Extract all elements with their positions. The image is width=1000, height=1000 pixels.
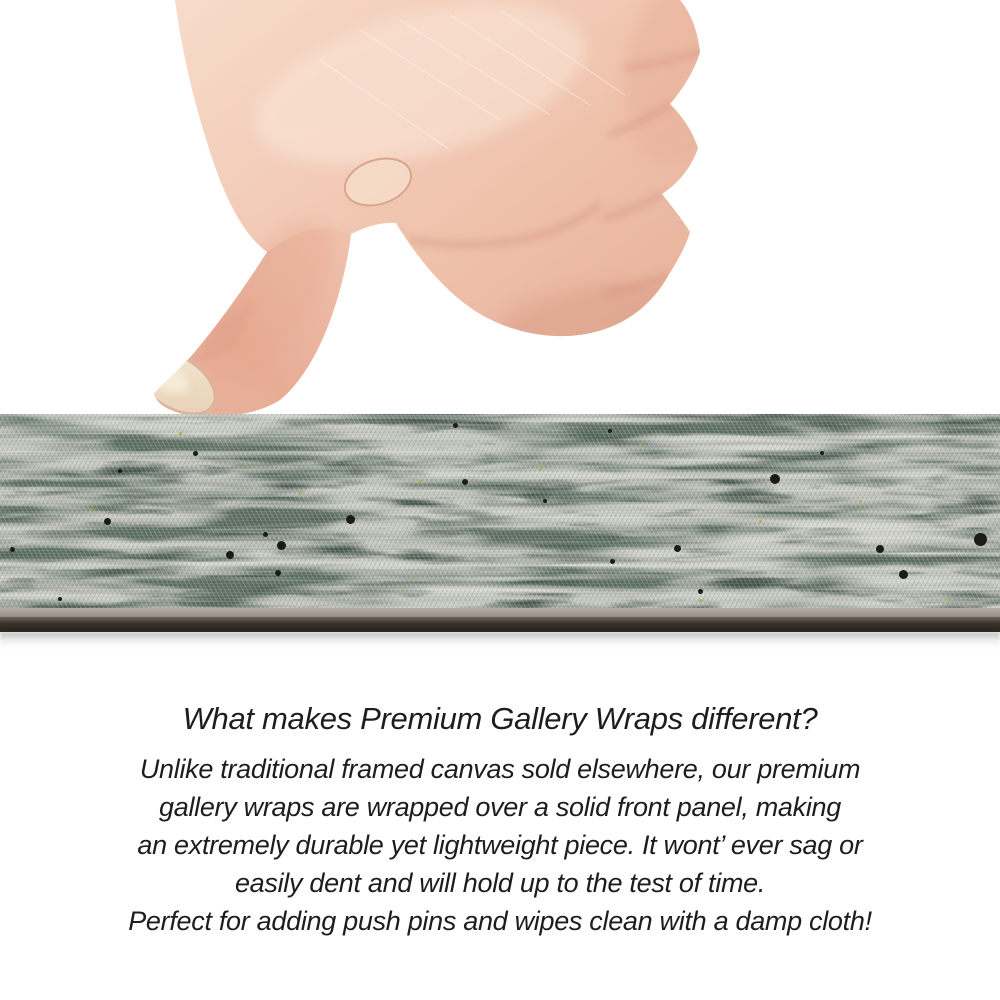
black-speck [899, 570, 908, 579]
body-line-3: an extremely durable yet lightweight piece. It wont’ ever sag or [137, 830, 863, 860]
yellow-speck [179, 432, 182, 435]
yellow-speck [299, 492, 302, 495]
black-speck [263, 532, 268, 537]
black-speck [104, 518, 111, 525]
body-line-2: gallery wraps are wrapped over a solid front panel, making [159, 792, 841, 822]
black-speck [698, 589, 703, 594]
yellow-speck [947, 598, 950, 601]
yellow-speck [419, 480, 422, 483]
yellow-speck [759, 520, 762, 523]
marketing-copy [0, 701, 1000, 940]
hand-illustration [120, 0, 760, 420]
black-speck [974, 533, 987, 546]
black-speck [10, 547, 15, 552]
yellow-speck [89, 508, 92, 511]
black-speck [543, 499, 547, 503]
black-speck [462, 479, 468, 485]
yellow-speck [414, 575, 417, 578]
black-speck [346, 515, 355, 524]
black-speck [118, 469, 122, 473]
canvas-dark-edge [0, 617, 1000, 632]
yellow-speck [244, 463, 247, 466]
black-speck [277, 541, 286, 550]
yellow-speck [859, 500, 862, 503]
body-line-4: easily dent and will hold up to the test of time. [234, 868, 766, 898]
body-line-1: Unlike traditional framed canvas sold elsewhere, our premium [139, 754, 861, 784]
body-line-5: Perfect for adding push pins and wipes clean with a damp cloth! [128, 906, 872, 936]
canvas-texture-face [0, 414, 1000, 608]
black-speck [193, 451, 198, 456]
headline: What makes Premium Gallery Wraps different? [182, 701, 818, 736]
yellow-speck [699, 599, 702, 602]
canvas-edge-strip [0, 414, 1000, 646]
black-speck [226, 551, 234, 559]
black-speck [876, 545, 884, 553]
canvas-drop-shadow [0, 632, 1000, 648]
canvas-specks [0, 414, 1000, 608]
black-speck [610, 559, 615, 564]
black-speck [453, 423, 458, 428]
yellow-speck [639, 443, 642, 446]
black-speck [770, 474, 780, 484]
canvas-side-band [0, 608, 1000, 617]
black-speck [58, 597, 62, 601]
yellow-speck [539, 468, 542, 471]
black-speck [275, 570, 281, 576]
black-speck [820, 451, 824, 455]
black-speck [608, 429, 612, 433]
black-speck [674, 545, 681, 552]
hand-svg [120, 0, 760, 420]
